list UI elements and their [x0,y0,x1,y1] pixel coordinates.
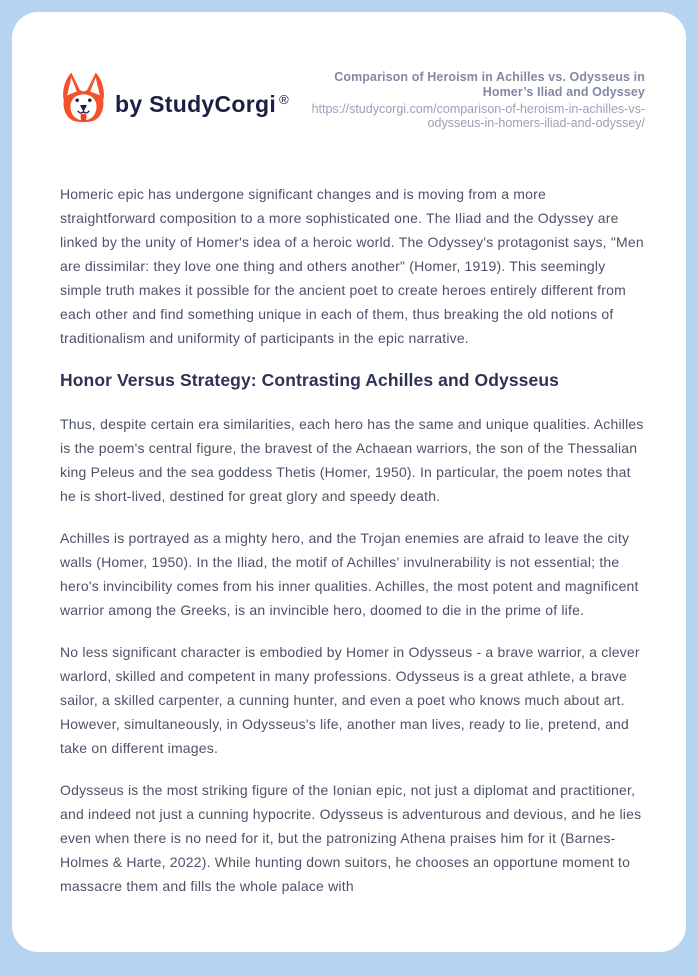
brand-name: by StudyCorgi [115,90,277,117]
registered-trademark-symbol: ® [279,91,289,107]
document-url-link[interactable]: https://studycorgi.com/comparison-of-heroism-in-achilles-vs-odysseus-in-homers-iliad-and-odyssey/ [311,102,645,130]
section-paragraph-2: Achilles is portrayed as a mighty hero, and the Trojan enemies are afraid to leave the city walls (Homer, 1950). In the Iliad, the motif of Achilles' invulnerability is not essential; the hero's invincibility comes from his inner qualities. Achilles, the most potent and magnificent warrior among the Greeks, is an invincible hero, doomed to die in the prime of life. [60,530,639,618]
studycorgi-logo [60,70,289,128]
section-paragraph-4: Odysseus is the most striking figure of the Ionian epic, not just a diplomat and practitioner, and indeed not just a cunning hypocrite. Odysseus is adventurous and devious, and he lies even when there is no need for it, but the patronizing Athena praises him for it (Barnes-Holmes & Harte, 2022). While hunting down suitors, he chooses an opportune moment to massacre them and fills the whole palace with [60,782,642,894]
essay-body [60,182,645,898]
document-meta [289,70,645,130]
brand-name-group [115,91,289,118]
document-header [60,70,645,130]
section-heading: Honor Versus Strategy: Contrasting Achilles and Odysseus [60,370,559,390]
section-paragraph-1: Thus, despite certain era similarities, each hero has the same and unique qualities. Achilles is the poem's central figure, the bravest of the Achaean warriors, the son of the Thessalian king Peleus and the sea goddess Thetis (Homer, 1950). In particular, the poem notes that he is short-lived, destined for great glory and speedy death. [60,416,644,504]
intro-paragraph: Homeric epic has undergone significant changes and is moving from a more straightforward composition to a more sophisticated one. The Iliad and the Odyssey are linked by the unity of Homer's idea of a heroic world. The Odyssey's protagonist says, "Men are dissimilar: they love one thing and others another" (Homer, 1919). This seemingly simple truth makes it possible for the ancient poet to create heroes entirely different from each other and find something unique in each of them, thus breaking the old notions of traditionalism and uniformity of participants in the epic narrative. [60,186,644,346]
document-title: Comparison of Heroism in Achilles vs. Odysseus in Homer’s Iliad and Odyssey [334,70,645,99]
section-paragraph-3: No less significant character is embodied by Homer in Odysseus - a brave warrior, a clever warlord, skilled and competent in many professions. Odysseus is a great athlete, a brave sailor, a skilled carpenter, a cunning hunter, and even a poet who knows much about art. However, simultaneously, in Odysseus's life, another man lives, ready to lie, pretend, and take on different images. [60,644,640,756]
corgi-face-icon [60,70,107,128]
document-card [12,12,686,952]
